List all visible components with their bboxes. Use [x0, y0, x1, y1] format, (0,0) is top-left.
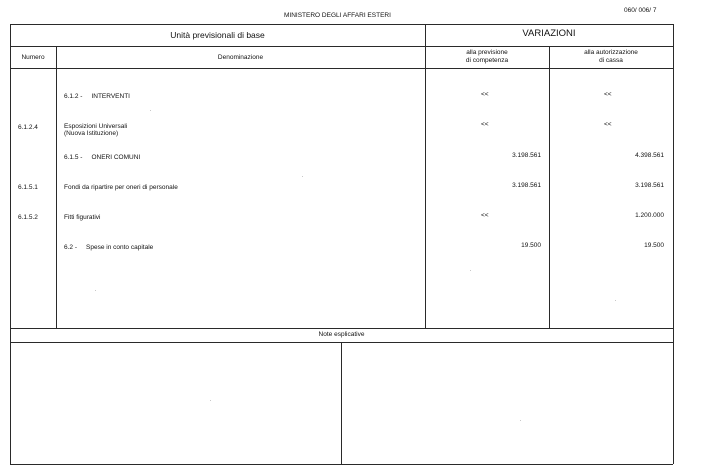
notes-right-box [342, 343, 673, 464]
row-cash: 3.198.561 [635, 182, 664, 189]
row-number: 6.1.2.4 [18, 124, 38, 131]
row-label: Fitti figurativi [64, 214, 101, 221]
section-right-title: VARIAZIONI [522, 28, 576, 39]
row-number: 6.1.5.1 [18, 184, 38, 191]
row-competence: << [481, 212, 489, 219]
row-competence: << [481, 91, 489, 98]
ministry-title: MINISTERO DEGLI AFFARI ESTERI [284, 12, 391, 19]
row-label: Esposizioni Universali [64, 123, 128, 130]
row-competence: 3.198.561 [512, 152, 541, 159]
row-competence: << [481, 121, 489, 128]
row-competence: 19.500 [521, 242, 541, 249]
row-label: Fondi da ripartire per oneri di personale [64, 184, 178, 191]
notes-title: Note esplicative [318, 331, 365, 338]
section-left-title: Unità previsionali di base [170, 30, 265, 40]
row-competence: 3.198.561 [512, 182, 541, 189]
col-competence-header-line2: di competenza [465, 57, 509, 64]
row-cash: << [604, 91, 612, 98]
row-number: 6.1.5.2 [18, 214, 38, 221]
row-label-secondary: (Nuova Istituzione) [64, 130, 119, 137]
col-cash-header-line1: alla autorizzazione [584, 49, 638, 56]
row-cash: 4.398.561 [635, 152, 664, 159]
row-cash: << [604, 121, 612, 128]
col-denomination-header: Denominazione [217, 54, 264, 61]
col-cash-header-line2: di cassa [599, 57, 623, 64]
col-competence-header-line1: alla previsione [466, 49, 508, 56]
page-code: 060/ 006/ 7 [624, 7, 657, 14]
row-label: 6.1.5 - ONERI COMUNI [64, 154, 141, 161]
row-cash: 19.500 [644, 242, 664, 249]
row-label: 6.2 - Spese in conto capitale [64, 244, 154, 251]
col-number-header: Numero [21, 54, 45, 61]
notes-left-box [11, 343, 341, 464]
row-cash: 1.200.000 [635, 212, 664, 219]
row-label: 6.1.2 - INTERVENTI [64, 93, 130, 100]
